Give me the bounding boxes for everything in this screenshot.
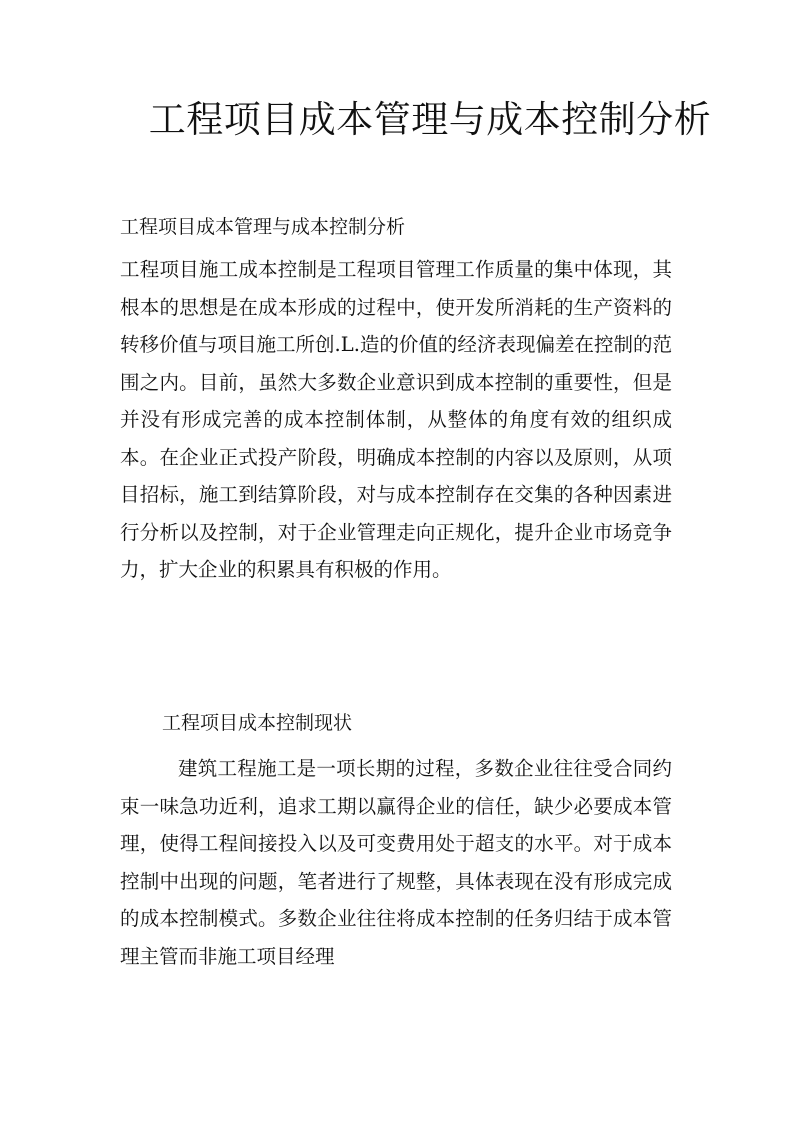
document-subtitle: 工程项目成本管理与成本控制分析 (120, 216, 406, 238)
section-paragraph: 建筑工程施工是一项长期的过程，多数企业往往受合同约束一味急功近利，追求工期以赢得企业的信任，缺少必要成本管理，使得工程间接投入以及可变费用处于超支的水平。对于成本控制中出现的问题，笔者进行了规整，具体表现在没有形成完成的成本控制模式。多数企业往往将成本控制的任务归结于成本管理主管而非施工项目经理 (120, 757, 672, 968)
section-heading: 工程项目成本控制现状 (162, 712, 353, 734)
page-title: 工程项目成本管理与成本控制分析 (148, 98, 712, 141)
intro-paragraph: 工程项目施工成本控制是工程项目管理工作质量的集中体现，其根本的思想是在成本形成的过程中，使开发所消耗的生产资料的转移价值与项目施工所创.L.造的价值的经济表现偏差在控制的范围之内。目前，虽然大多数企业意识到成本控制的重要性，但是并没有形成完善的成本控制体制，从整体的角度有效的组织成本。在企业正式投产阶段，明确成本控制的内容以及原则，从项目招标，施工到结算阶段，对与成本控制存在交集的各种因素进行分析以及控制，对于企业管理走向正规化，提升企业市场竞争力，扩大企业的积累具有积极的作用。 (120, 258, 672, 581)
